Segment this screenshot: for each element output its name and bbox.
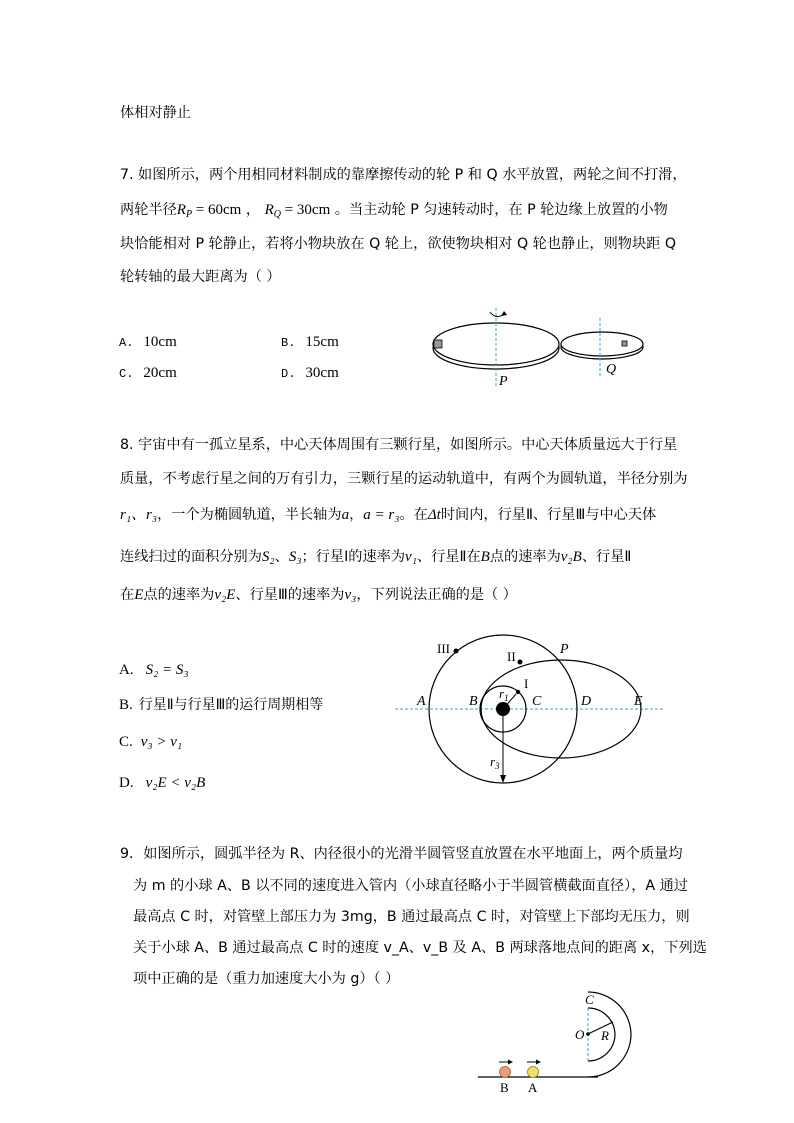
label-iii: III (437, 641, 450, 656)
wheel-q (561, 332, 643, 356)
label-c: C (532, 694, 542, 709)
label-p: P (499, 374, 508, 389)
q8-option-a[interactable]: A. S₂ = S₃ (119, 662, 189, 678)
q7-option-c[interactable]: C. 20cm (119, 365, 177, 381)
r3-arrow-head-icon (500, 775, 506, 783)
planet-i (516, 690, 520, 694)
q8-line-2: 质量，不考虑行星之间的万有引力，三颗行星的运动轨道中，有两个为圆轨道，半径分别为 (120, 471, 688, 487)
q7-line-4: 轮转轴的最大距离为（ ） (120, 269, 281, 285)
q9-line-4: 关于小球 A、B 通过最高点 C 时的速度 v_A、v_B 及 A、B 两球落地点间的距离 x，下列选 (133, 940, 707, 956)
block-q-icon (622, 341, 627, 346)
q8-line-5: 在E点的速率为v₂E、行星Ⅲ的速率为v₃，下列说法正确的是（ ） (120, 587, 517, 603)
q8-option-d[interactable]: D. v₂E < v₂B (119, 775, 206, 791)
planet-iii (454, 649, 459, 654)
continuation-text: 体相对静止 (120, 105, 191, 121)
q9-line-3: 最高点 C 时，对管壁上部压力为 3mg，B 通过最高点 C 时，对管壁上下部均无压力，则 (133, 909, 690, 925)
outer-tube-arc (588, 992, 631, 1077)
q8-option-c[interactable]: C. v₃ > v₁ (119, 734, 183, 750)
label-r1: $r_1$ (499, 686, 509, 703)
label-r3: $r_3$ (490, 754, 500, 771)
label-ii: II (507, 649, 516, 664)
rotation-arrow-icon (490, 312, 504, 317)
label-b: B (469, 694, 478, 709)
velocity-a-head-icon (536, 1060, 541, 1065)
arrow-head-icon (501, 311, 507, 316)
q7-line-1: 7. 如图所示，两个用相同材料制成的靠摩擦传动的轮 P 和 Q 水平放置，两轮之间不打滑， (120, 167, 687, 183)
planet-ii (518, 660, 523, 665)
velocity-b-head-icon (508, 1060, 513, 1065)
q7-line-3: 块恰能相对 P 轮静止，若将小物块放在 Q 轮上，欲使物块相对 Q 轮也静止，则物块距 Q (120, 236, 677, 252)
q8-line-1: 8. 宇宙中有一孤立星系，中心天体周围有三颗行星，如图所示。中心天体质量远大于行星 (120, 437, 678, 453)
label-o: O (575, 1027, 585, 1042)
q8-line-3: r₁、r₃，一个为椭圆轨道，半长轴为a，a = r₃。在Δt时间内，行星Ⅱ、行星Ⅲ与中心天体 (120, 507, 657, 523)
q7-line-2: 两轮半径$R_P = 60cm$ ， $R_Q = 30cm$ 。当主动轮 P 匀速转动时，在 P 轮边缘上放置的小物 (120, 202, 668, 220)
q8-orbit-figure (390, 630, 670, 790)
q7-wheels-figure (420, 300, 670, 395)
label-a: A (528, 1080, 538, 1095)
q9-line-1: 9．如图所示，圆弧半径为 R、内径很小的光滑半圆管竖直放置在水平地面上，两个质量均 (120, 846, 683, 862)
q8-option-b[interactable]: B. 行星Ⅱ与行星Ⅲ的运行周期相等 (119, 697, 324, 713)
block-p-icon (434, 340, 442, 348)
label-q: Q (606, 362, 617, 377)
q9-line-2: 为 m 的小球 A、B 以不同的速度进入管内（小球直径略小于半圆管横截面直径），A 通过 (133, 878, 688, 894)
q7-option-d[interactable]: D. 30cm (281, 365, 339, 381)
label-b: B (500, 1080, 509, 1095)
q9-line-5: 项中正确的是（重力加速度大小为 g）（ ） (133, 971, 400, 987)
q7-option-b[interactable]: B. 15cm (281, 334, 339, 350)
label-i: I (524, 676, 529, 691)
ball-a (528, 1067, 539, 1078)
q8-line-4: 连线扫过的面积分别为S₂、S₃；行星Ⅰ的速率为v₁、行星Ⅱ在B点的速率为v₂B、行星Ⅱ (120, 549, 632, 565)
q7-option-a[interactable]: A. 10cm (119, 334, 177, 350)
label-e: E (634, 694, 643, 709)
label-p: P (560, 642, 569, 657)
label-c: C (585, 992, 594, 1007)
ball-b (500, 1067, 511, 1078)
q9-tube-figure (470, 985, 670, 1095)
label-r: R (601, 1028, 609, 1043)
label-a: A (417, 694, 426, 709)
label-d: D (581, 694, 592, 709)
